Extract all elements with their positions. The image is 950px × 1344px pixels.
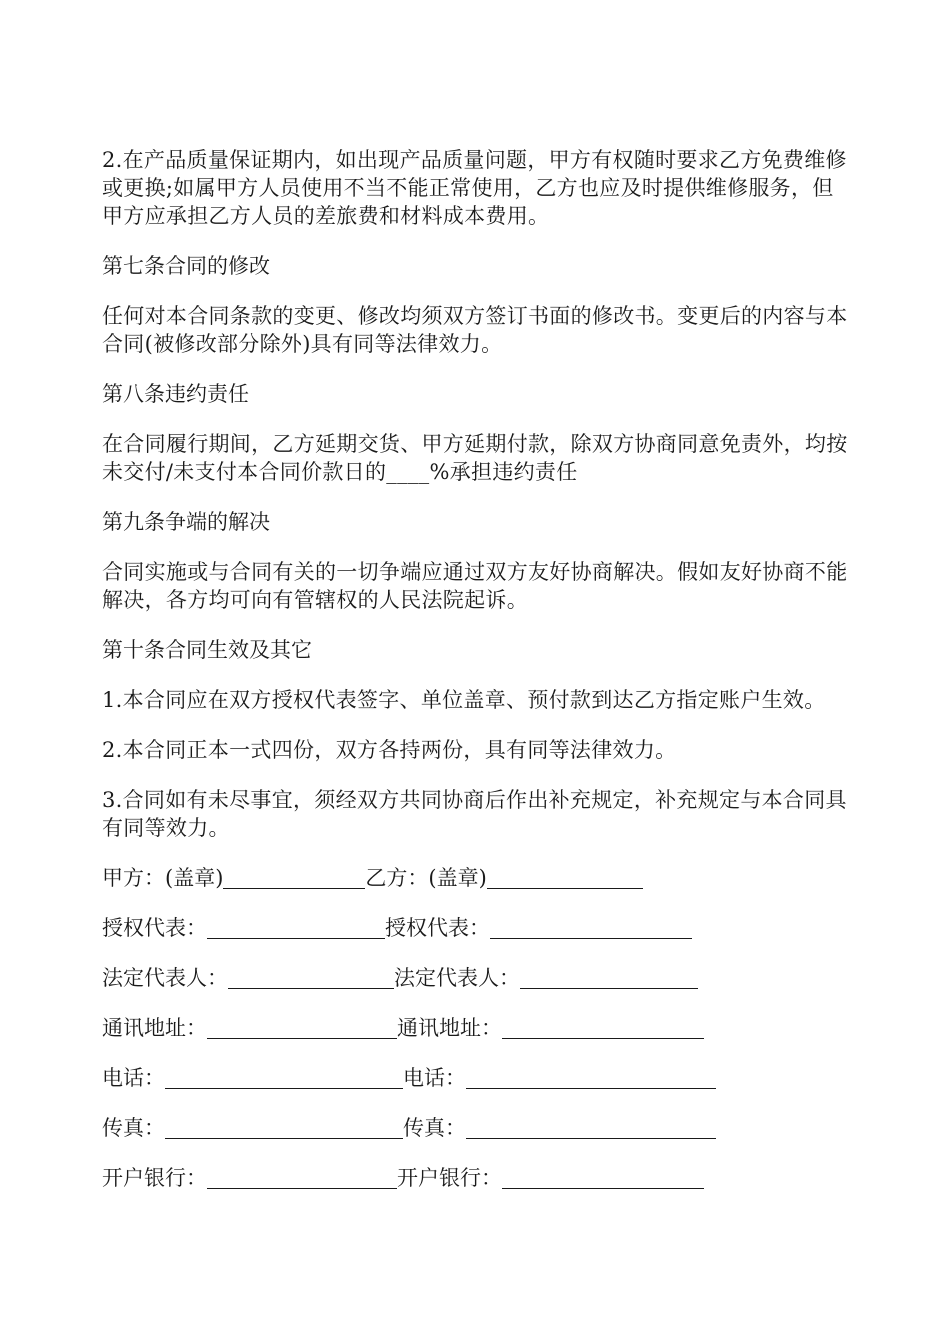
party-b-rep-label: 授权代表： [385, 916, 490, 940]
article-10-item-2: 2.本合同正本一式四份，双方各持两份，具有同等法律效力。 [102, 738, 677, 762]
party-a-legal-label: 法定代表人： [102, 966, 228, 990]
party-b-bank-blank[interactable] [502, 1166, 704, 1189]
party-b-fax-blank[interactable] [466, 1116, 716, 1139]
party-a-seal-blank[interactable] [223, 866, 365, 889]
party-b-seal-label: 乙方：(盖章) [365, 866, 487, 890]
article-9-text: 合同实施或与合同有关的一切争端应通过双方友好协商解决。假如友好协商不能解决，各方均可向有管辖权的人民法院起诉。 [102, 560, 848, 612]
article-10-item-3: 3.合同如有未尽事宜，须经双方共同协商后作出补充规定，补充规定与本合同具有同等效力。 [102, 788, 847, 840]
party-a-bank-blank[interactable] [207, 1166, 397, 1189]
authorized-rep-row [102, 914, 854, 942]
fax-row [102, 1114, 854, 1142]
party-b-phone-blank[interactable] [466, 1066, 716, 1089]
article-7-text: 任何对本合同条款的变更、修改均须双方签订书面的修改书。变更后的内容与本合同(被修改部分除外)具有同等法律效力。 [102, 304, 848, 356]
address-row [102, 1014, 854, 1042]
party-a-address-blank[interactable] [207, 1016, 397, 1039]
party-b-fax-label: 传真： [403, 1116, 466, 1140]
party-a-bank-label: 开户银行： [102, 1166, 207, 1190]
party-a-rep-blank[interactable] [207, 916, 385, 939]
party-b-rep-blank[interactable] [490, 916, 692, 939]
contract-page [102, 146, 854, 1214]
party-a-phone-label: 电话： [102, 1066, 165, 1090]
party-b-address-label: 通讯地址： [397, 1016, 502, 1040]
party-a-address-label: 通讯地址： [102, 1016, 207, 1040]
article-9-heading: 第九条争端的解决 [102, 510, 270, 534]
party-b-legal-label: 法定代表人： [394, 966, 520, 990]
bank-row [102, 1164, 854, 1192]
article-10-heading: 第十条合同生效及其它 [102, 638, 312, 662]
party-b-seal-blank[interactable] [487, 866, 643, 889]
article-10-item-1: 1.本合同应在双方授权代表签字、单位盖章、预付款到达乙方指定账户生效。 [102, 688, 826, 712]
seal-row [102, 864, 854, 892]
article-8-heading: 第八条违约责任 [102, 382, 249, 406]
warranty-clause: 2.在产品质量保证期内，如出现产品质量问题，甲方有权随时要求乙方免费维修或更换;如属甲方人员使用不当不能正常使用，乙方也应及时提供维修服务，但甲方应承担乙方人员的差旅费和材料成本费用。 [102, 148, 847, 228]
legal-rep-row [102, 964, 854, 992]
party-b-phone-label: 电话： [403, 1066, 466, 1090]
party-a-seal-label: 甲方：(盖章) [102, 866, 224, 890]
article-8-text: 在合同履行期间，乙方延期交货、甲方延期付款，除双方协商同意免责外，均按未交付/未支付本合同价款日的____%承担违约责任 [102, 432, 848, 484]
article-7-heading: 第七条合同的修改 [102, 254, 270, 278]
party-b-address-blank[interactable] [502, 1016, 704, 1039]
phone-row [102, 1064, 854, 1092]
party-a-fax-label: 传真： [102, 1116, 165, 1140]
party-a-fax-blank[interactable] [165, 1116, 403, 1139]
party-b-legal-blank[interactable] [520, 966, 698, 989]
party-b-bank-label: 开户银行： [397, 1166, 502, 1190]
party-a-rep-label: 授权代表： [102, 916, 207, 940]
party-a-phone-blank[interactable] [165, 1066, 403, 1089]
party-a-legal-blank[interactable] [228, 966, 394, 989]
